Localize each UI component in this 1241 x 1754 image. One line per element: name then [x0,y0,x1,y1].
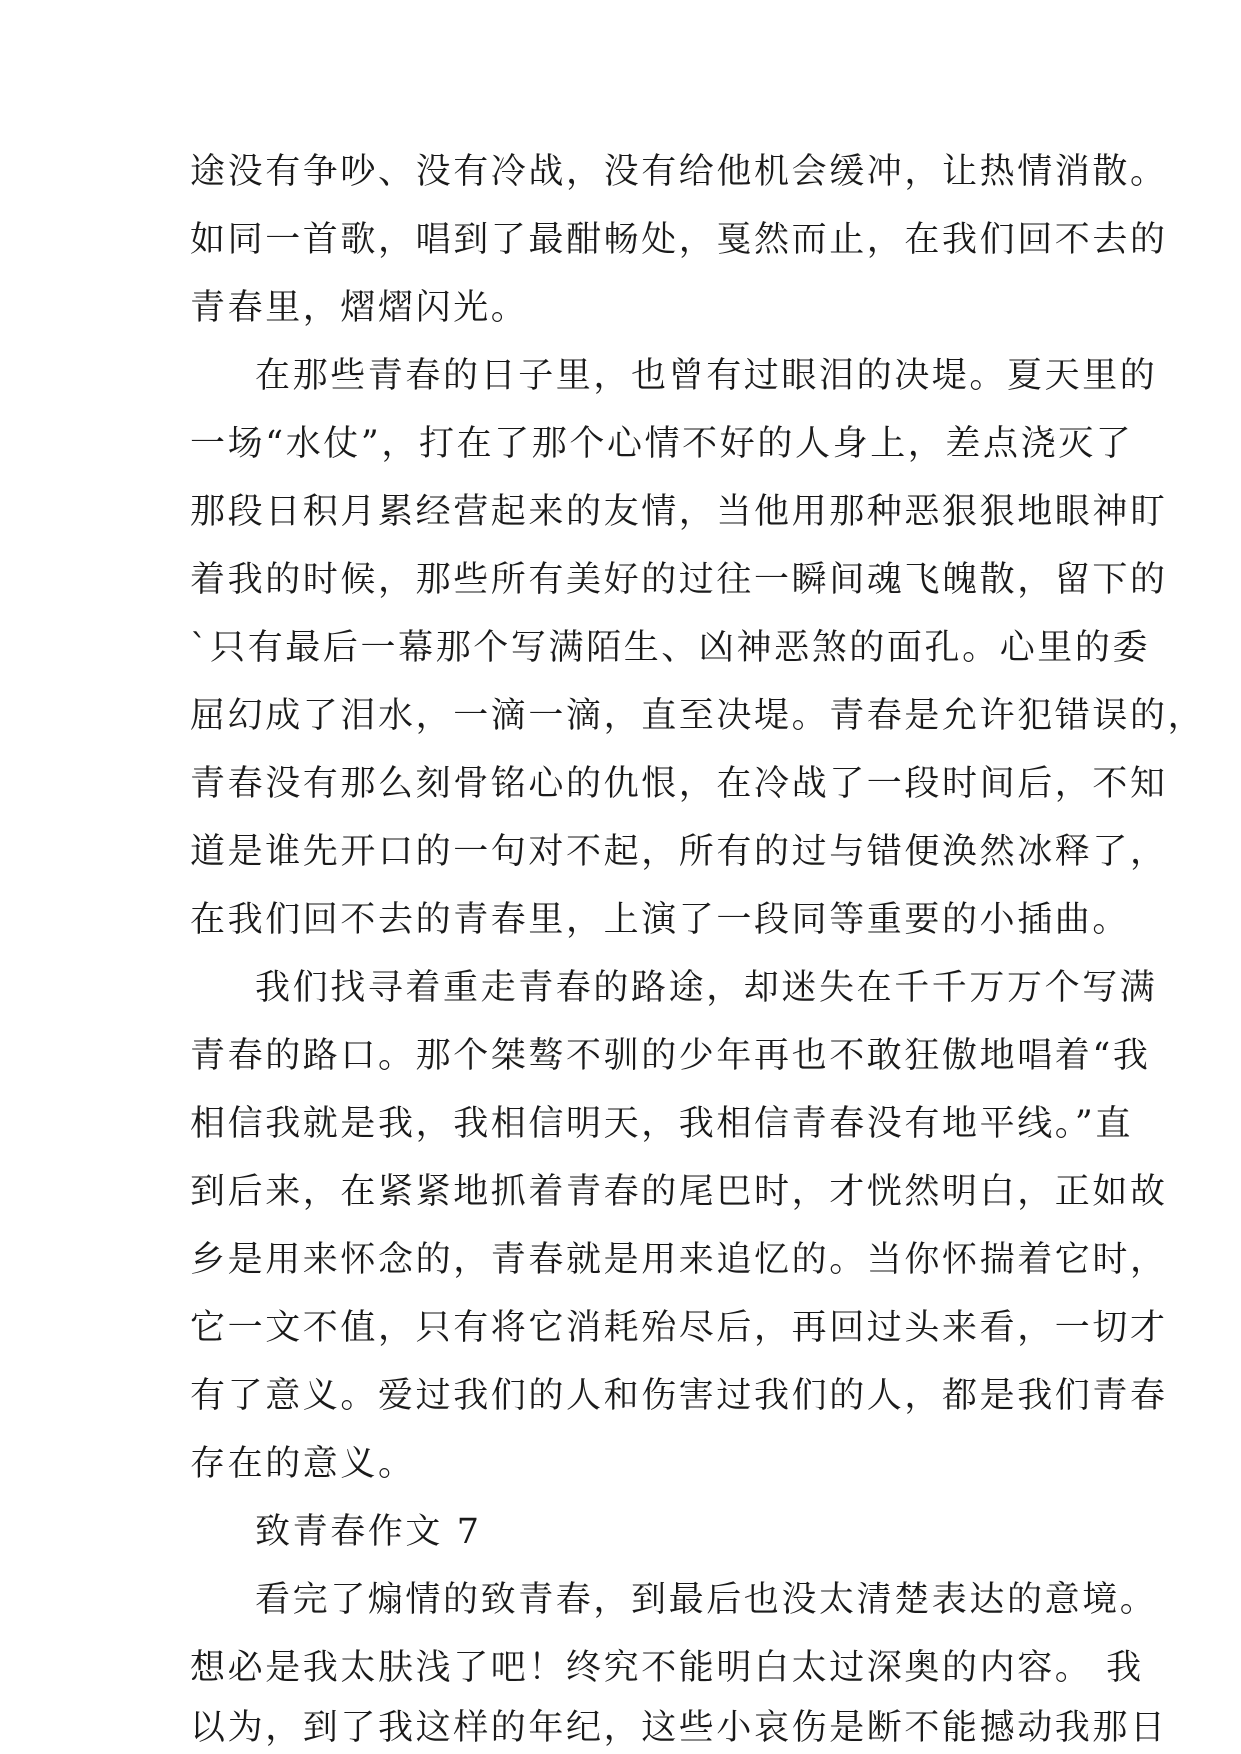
text-line: 到后来，在紧紧地抓着青春的尾巴时，才恍然明白，正如故 [190,1172,1168,1212]
paragraph-first-line: 我们找寻着重走青春的路途，却迷失在千千万万个写满 [255,968,1158,1008]
text-line: 道是谁先开口的一句对不起，所有的过与错便涣然冰释了， [190,832,1168,872]
text-line: `只有最后一幕那个写满陌生、凶神恶煞的面孔。心里的委 [190,628,1151,668]
text-line: 它一文不值，只有将它消耗殆尽后，再回过头来看，一切才 [190,1308,1168,1348]
section-heading: 致青春作文 7 [255,1512,482,1552]
text-line: 如同一首歌，唱到了最酣畅处，戛然而止，在我们回不去的 [190,220,1168,260]
paragraph-first-line: 在那些青春的日子里，也曾有过眼泪的决堤。夏天里的 [255,356,1158,396]
text-line: 一场“水仗”，打在了那个心情不好的人身上，差点浇灭了 [190,424,1134,464]
text-line: 想必是我太肤浅了吧！终究不能明白太过深奥的内容。 我 [190,1648,1144,1688]
text-line: 青春里，熠熠闪光。 [190,288,529,328]
text-line: 在我们回不去的青春里，上演了一段同等重要的小插曲。 [190,900,1131,940]
text-line: 着我的时候，那些所有美好的过往一瞬间魂飞魄散，留下的 [190,560,1168,600]
text-line: 存在的意义。 [190,1444,416,1484]
paragraph-first-line: 看完了煽情的致青春，到最后也没太清楚表达的意境。 [255,1580,1158,1620]
text-line: 屈幻成了泪水，一滴一滴，直至决堤。青春是允许犯错误的， [190,696,1206,736]
text-line: 以为，到了我这样的年纪，这些小哀伤是断不能撼动我那日 [190,1708,1168,1748]
text-line: 有了意义。爱过我们的人和伤害过我们的人，都是我们青春 [190,1376,1168,1416]
text-line: 青春没有那么刻骨铭心的仇恨，在冷战了一段时间后，不知 [190,764,1168,804]
text-line: 乡是用来怀念的，青春就是用来追忆的。当你怀揣着它时， [190,1240,1168,1280]
text-line: 途没有争吵、没有冷战，没有给他机会缓冲，让热情消散。 [190,152,1168,192]
text-line: 相信我就是我，我相信明天，我相信青春没有地平线。”直 [190,1104,1133,1144]
text-line: 那段日积月累经营起来的友情，当他用那种恶狠狠地眼神盯 [190,492,1168,532]
text-line: 青春的路口。那个桀骜不驯的少年再也不敢狂傲地唱着“我 [190,1036,1151,1076]
